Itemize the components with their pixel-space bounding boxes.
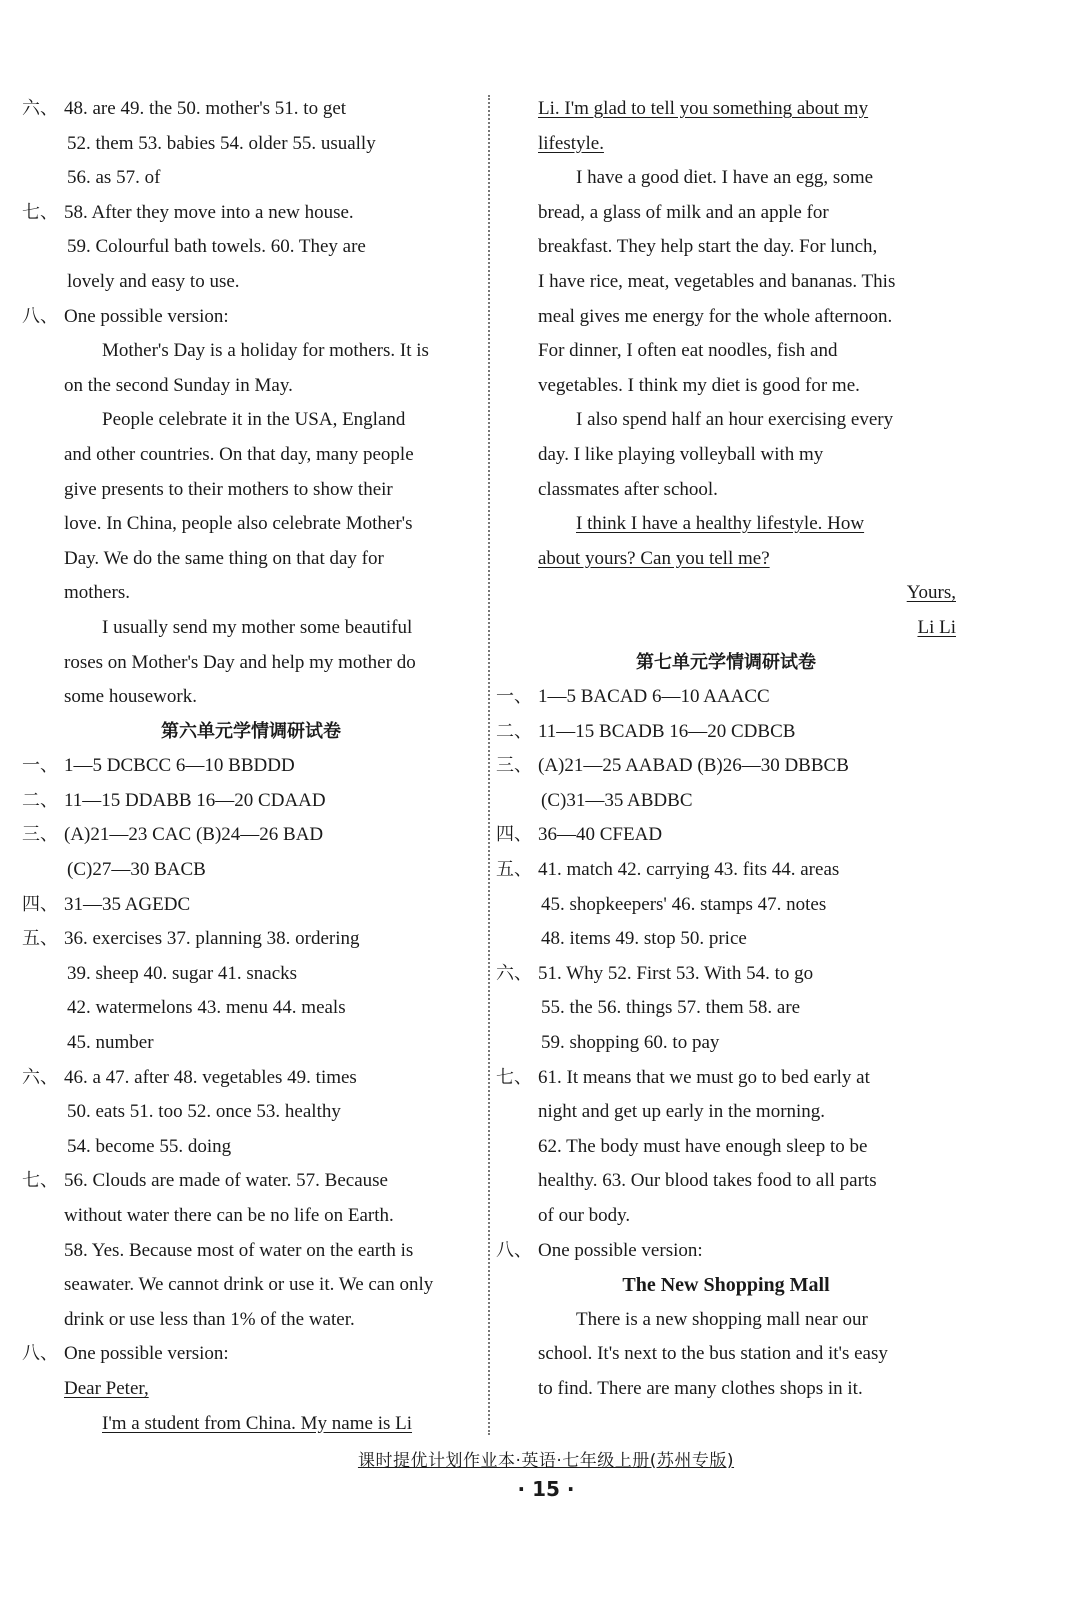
answer-line: 六、 51. Why 52. First 53. With 54. to go [496,962,814,984]
answer-line: (C)31—35 ABDBC [541,789,693,811]
answer-line: 59. shopping 60. to pay [541,1032,720,1054]
essay-line: meal gives me energy for the whole afternoon. [538,305,893,327]
essay-line: Li. I'm glad to tell you something about my [538,98,869,119]
essay-line: school. It's next to the bus station and it's easy [538,1343,888,1365]
essay-line: I have rice, meat, vegetables and bananas. This [538,270,896,292]
answer-line: seawater. We cannot drink or use it. We can only [64,1274,434,1296]
right-column [496,92,956,1407]
essay-line: I'm a student from China. My name is Li [102,1412,413,1434]
essay-line: lifestyle. [538,132,604,154]
unit7-title: 第七单元学情调研试卷 [636,651,816,673]
answer-line: 八、 One possible version: [22,305,229,327]
essay-line: For dinner, I often eat noodles, fish and [538,340,838,362]
answer-line: 55. the 56. things 57. them 58. are [541,997,801,1019]
answer-line: (C)27—30 BACB [67,859,206,881]
answer-line: 八、 One possible version: [496,1239,703,1261]
answer-line: healthy. 63. Our blood takes food to all parts [538,1170,877,1192]
page-footer [0,1448,1092,1504]
essay-line: Day. We do the same thing on that day for [64,547,384,569]
answer-line: 二、 11—15 DDABB 16—20 CDAAD [22,789,326,811]
essay-line: Mother's Day is a holiday for mothers. It is [102,340,429,362]
unit6-title: 第六单元学情调研试卷 [161,720,341,742]
answer-line: 42. watermelons 43. menu 44. meals [67,997,346,1019]
answer-line: 三、 (A)21—25 AABAD (B)26—30 DBBCB [496,755,849,777]
essay-line: mothers. [64,582,130,604]
left-column [22,92,480,1441]
essay-line: breakfast. They help start the day. For lunch, [538,236,878,258]
page-number: · 15 · [517,1477,575,1501]
answer-line: 39. sheep 40. sugar 41. snacks [67,962,298,984]
essay-line: There is a new shopping mall near our [576,1308,868,1330]
essay-line: give presents to their mothers to show their [64,478,393,500]
answer-line: 六、 46. a 47. after 48. vegetables 49. times [22,1066,357,1088]
answer-line: 48. items 49. stop 50. price [541,928,747,950]
answer-line: night and get up early in the morning. [538,1101,826,1123]
essay-line: about yours? Can you tell me? [538,547,770,569]
answer-line: 52. them 53. babies 54. older 55. usually [67,132,376,154]
answer-line: 一、 1—5 BACAD 6—10 AAACC [496,686,770,708]
answer-line: drink or use less than 1% of the water. [64,1308,355,1330]
essay-line: some housework. [64,686,197,708]
essay-line: I also spend half an hour exercising every [576,409,894,431]
answer-line: of our body. [538,1205,631,1226]
essay-line: I have a good diet. I have an egg, some [576,167,874,189]
answer-line: 一、 1—5 DCBCC 6—10 BBDDD [22,755,295,777]
book-title: 课时提优计划作业本·英语·七年级上册(苏州专版) [357,1451,735,1471]
answer-line: 六、 48. are 49. the 50. mother's 51. to get [22,98,347,119]
answer-line: 58. Yes. Because most of water on the earth is [64,1239,414,1261]
answer-line: 四、 31—35 AGEDC [22,893,191,915]
answer-line: lovely and easy to use. [67,270,240,292]
answer-line: 二、 11—15 BCADB 16—20 CDBCB [496,720,796,742]
answer-line: 45. number [67,1032,154,1054]
answer-line: 三、 (A)21—23 CAC (B)24—26 BAD [22,824,324,846]
answer-line: 50. eats 51. too 52. once 53. healthy [67,1101,341,1123]
letter-signature: Li Li [917,616,956,638]
essay-line: I think I have a healthy lifestyle. How [576,513,865,535]
answer-line: 54. become 55. doing [67,1135,232,1157]
letter-greeting: Dear Peter, [64,1377,149,1399]
answer-line: without water there can be no life on Earth. [64,1205,394,1226]
answer-line: 七、 58. After they move into a new house. [22,201,354,223]
essay-title: The New Shopping Mall [622,1274,830,1297]
essay-line: to find. There are many clothes shops in it. [538,1377,863,1399]
column-divider [488,95,490,1435]
essay-line: classmates after school. [538,478,718,500]
essay-line: and other countries. On that day, many people [64,443,414,465]
essay-line: bread, a glass of milk and an apple for [538,201,829,223]
answer-line: 七、 56. Clouds are made of water. 57. Because [22,1170,388,1192]
answer-line: 56. as 57. of [67,167,161,189]
answer-line: 七、 61. It means that we must go to bed early at [496,1066,870,1088]
answer-line: 62. The body must have enough sleep to be [538,1135,868,1157]
essay-line: on the second Sunday in May. [64,374,293,396]
answer-line: 四、 36—40 CFEAD [496,824,663,846]
answer-line: 八、 One possible version: [22,1343,229,1365]
essay-line: day. I like playing volleyball with my [538,443,824,465]
essay-line: roses on Mother's Day and help my mother do [64,651,416,673]
essay-line: vegetables. I think my diet is good for me. [538,374,860,396]
answer-line: 五、 41. match 42. carrying 43. fits 44. areas [496,859,840,881]
letter-signoff: Yours, [906,582,956,604]
answer-line: 45. shopkeepers' 46. stamps 47. notes [541,893,827,915]
answer-line: 59. Colourful bath towels. 60. They are [67,236,366,258]
essay-line: I usually send my mother some beautiful [102,616,413,638]
essay-line: People celebrate it in the USA, England [102,409,406,431]
essay-line: love. In China, people also celebrate Mother's [64,513,413,535]
answer-line: 五、 36. exercises 37. planning 38. ordering [22,928,360,950]
